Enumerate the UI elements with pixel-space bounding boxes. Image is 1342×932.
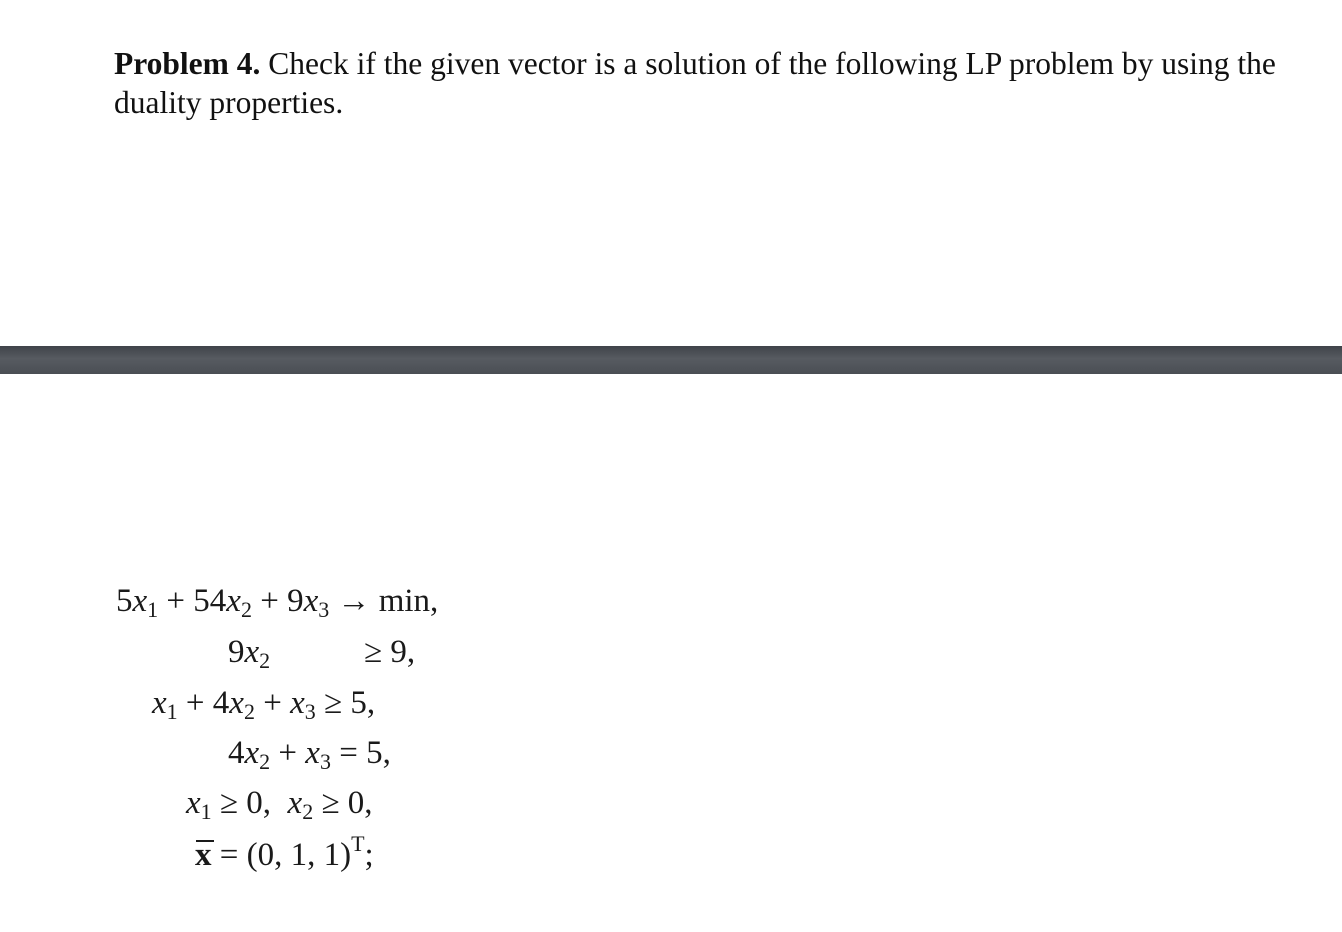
constraint-1-rhs [364,636,415,669]
nonneg-x2: ≥ 0, [321,785,373,821]
vector-value: = (0, 1, 1) [219,837,352,873]
objective-c3: 9 [287,583,304,619]
constraint-2-value: 5, [350,685,376,721]
constraint-3-relation: = [339,735,358,771]
constraint-2: $x_1 + 4x_2 + x_3 \ge 5$, [152,685,376,724]
objective-goal: min, [378,583,439,619]
given-vector [195,831,374,873]
constraint-2-relation: ≥ [323,685,343,721]
constraint-2-coef: 4 [212,685,230,721]
problem-heading: Problem 4. [114,46,261,81]
arrow-icon: → [337,583,371,619]
vector-end: ; [364,837,374,873]
objective-c2: 54 [193,583,227,619]
constraint-1-lhs: $9x_2$ [228,634,271,673]
objective-c1: 5 [116,583,133,619]
constraint-1-coef: 9 [228,634,245,670]
vector-name: x [195,837,212,873]
vector-transpose: T [351,831,365,856]
constraint-1-value: 9, [390,634,416,670]
objective-function: $5x_1 + 54x_2 + 9x_3 \to \min$, [116,583,439,622]
problem-text: Check if the given vector is a solution of the following LP problem by using the duality properties. [114,46,1276,120]
constraint-3-value: 5, [366,735,391,771]
nonneg-x1: ≥ 0, [219,785,272,821]
constraint-1-relation: ≥ [364,634,383,670]
nonnegativity-constraints: $x_1 \ge 0$, $x_2 \ge 0$, [186,785,373,824]
constraint-3-coef: 4 [228,735,245,771]
constraint-3: $4x_2 + x_3 = 5$, [228,735,391,774]
